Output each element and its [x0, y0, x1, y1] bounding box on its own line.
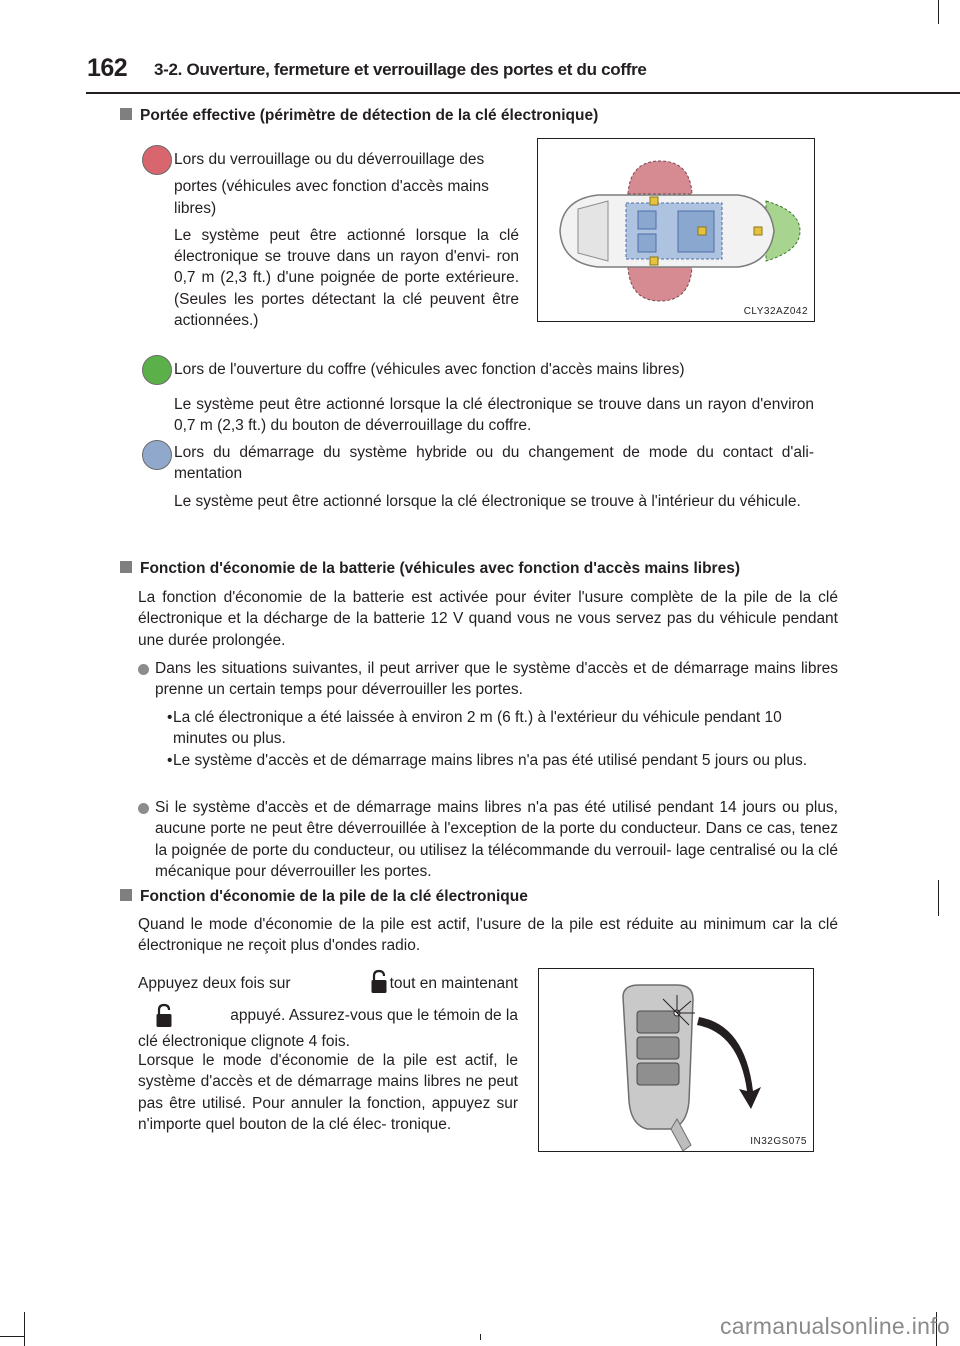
crop-mark [24, 1312, 25, 1346]
key-section-heading: Fonction d'économie de la pile de la clé électronique [120, 888, 528, 906]
green-zone-heading: Lors de l'ouverture du coffre (véhicules avec fonction d'accès mains libres) [174, 361, 685, 378]
round-bullet-icon [138, 803, 149, 814]
windshield [578, 201, 608, 261]
battery-sub-1: • La clé électronique a été laissée à environ 2 m (6 ft.) à l'extérieur du véhicule pendant 10 minutes ou plus. [167, 709, 782, 748]
page-number: 162 [87, 54, 128, 82]
header-rule [86, 92, 960, 94]
section-title: 3-2. Ouverture, fermeture et verrouillage des portes et du coffre [154, 60, 647, 79]
crop-mark [480, 1334, 481, 1340]
electronic-key-illustration [539, 969, 814, 1152]
range-section-heading: Portée effective (périmètre de détection de la clé électronique) [120, 107, 598, 125]
green-zone-marker [142, 355, 172, 385]
key-instruction-line-3: clé électronique clignote 4 fois. [138, 1033, 350, 1050]
square-bullet-icon [120, 561, 132, 573]
blue-zone-marker [142, 440, 172, 470]
seat-front-left [638, 211, 656, 229]
key-intro: Quand le mode d'économie de la pile est actif, l'usure de la pile est réduite au minimum car la clé électronique ne reçoit plus d'ondes radio. [138, 916, 838, 955]
battery-sub-2: • Le système d'accès et de démarrage mains libres n'a pas été utilisé pendant 5 jours ou plus. [155, 750, 838, 771]
footer-brand: carmanualsonline.info [719, 1313, 950, 1339]
key-button-trunk [637, 1063, 679, 1085]
green-zone-body: Le système peut être actionné lorsque la clé électronique se trouve dans un rayon d'environ 0,7 m (2,3 ft.) du bouton de déverrouillage du coffre. [174, 396, 814, 435]
figure-code: CLY32AZ042 [743, 306, 808, 317]
sensor-marker [698, 227, 706, 235]
key-instruction-line-2: appuyé. Assurez-vous que le témoin de la [230, 1007, 518, 1024]
blue-zone-body: Le système peut être actionné lorsque la clé électronique se trouve à l'intérieur du véhicule. [174, 493, 801, 510]
rear-door-zone [628, 267, 692, 301]
crop-mark [938, 880, 939, 916]
detection-range-figure [537, 138, 815, 322]
figure-code: IN32GS075 [750, 1136, 807, 1147]
square-bullet-icon [120, 889, 132, 901]
blue-zone-heading: Lors du démarrage du système hybride ou du changement de mode du contact d'ali- mentation [174, 444, 814, 483]
front-door-zone [628, 161, 692, 194]
pointer-arrow [697, 1017, 761, 1109]
seat-front-right [638, 234, 656, 252]
electronic-key-figure [538, 968, 814, 1152]
key-instruction-line-1: Appuyez deux fois sur tout en maintenant [138, 973, 518, 994]
key-button-unlock [637, 1011, 679, 1033]
battery-section-heading: Fonction d'économie de la batterie (véhicules avec fonction d'accès mains libres) [120, 560, 740, 578]
round-bullet-icon [138, 664, 149, 675]
key-button-lock [637, 1037, 679, 1059]
lock-button-icon [155, 1003, 173, 1034]
sensor-marker [754, 227, 762, 235]
square-bullet-icon [120, 108, 132, 120]
battery-intro: La fonction d'économie de la batterie est activée pour éviter l'usure complète de la pile de la clé électronique et la décharge de la batterie 12 V quand vous ne vous servez pas du véhicule pendant une durée prolongée. [138, 589, 838, 649]
crop-mark [938, 0, 939, 24]
key-body: Lorsque le mode d'économie de la pile est actif, le système d'accès et de démarrage mains libres ne peut pas être utilisé. Pour annuler la fonction, appuyez sur n'importe quel bouton de la clé élec- tronique. [138, 1052, 518, 1133]
sensor-marker [650, 257, 658, 265]
battery-bullet-2: Si le système d'accès et de démarrage mains libres n'a pas été utilisé pendant 14 jours ou plus, aucune porte ne peut être déverrouillée à l'exception de la porte du conducteur. Dans ce cas, tenez la poignée de porte du conducteur, ou utilisez la télécommande du verrouil- lage centralisé ou la clé mécanique pour déverrouiller les portes. [138, 797, 838, 882]
dot-bullet-icon: • [167, 709, 173, 726]
dot-bullet-icon: • [167, 752, 173, 769]
red-zone-marker [142, 145, 172, 175]
red-zone-text: Lors du verrouillage ou du déverrouillage des portes (véhicules avec fonction d'accès mains libres) Le système peut être actionné lorsque la clé électronique se trouve dans un rayon d'envi- ron 0,7 m (2,3 ft.) d'une poignée de porte extérieure. (Seules les portes détectant la clé peuvent être actionnées.) [174, 151, 519, 330]
car-top-view-illustration [538, 139, 815, 322]
battery-bullet-1: Dans les situations suivantes, il peut arriver que le système d'accès et de démarrage mains libres prenne un certain temps pour déverrouiller les portes. [138, 658, 838, 701]
rear-seat [678, 211, 714, 252]
crop-mark [0, 1336, 24, 1337]
sensor-marker [650, 197, 658, 205]
